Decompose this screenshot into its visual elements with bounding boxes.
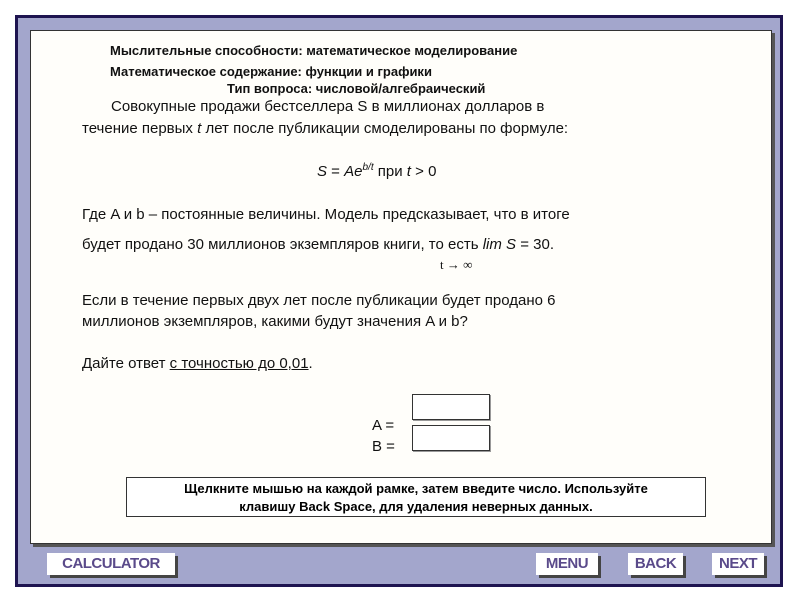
skill-header: Мыслительные способности: математическое моделирование [110, 43, 518, 58]
content-header: Математическое содержание: функции и графики [110, 64, 432, 79]
problem-text: течение первых t лет после публикации смоделированы по формуле: [82, 120, 569, 137]
answer-a-input[interactable] [412, 394, 490, 420]
problem-text: Совокупные продажи бестселлера S в миллионах долларов в [111, 98, 545, 115]
limit-subscript: t → ∞ [440, 257, 473, 272]
problem-text: Где A и b – постоянные величины. Модель предсказывает, что в итоге [82, 206, 570, 223]
note-line: Щелкните мышью на каждой рамке, затем введите число. Используйте [184, 481, 648, 496]
answer-b-input[interactable] [412, 425, 490, 451]
answer-b-label: B = [372, 438, 395, 455]
problem-text: Если в течение первых двух лет после публикации будет продано 6 [82, 292, 556, 309]
next-button[interactable]: NEXT [712, 553, 764, 575]
precision-text: Дайте ответ с точностью до 0,01. [82, 355, 313, 372]
answer-a-label: A = [372, 417, 395, 434]
question-type-header: Тип вопроса: числовой/алгебраический [227, 81, 486, 96]
menu-button[interactable]: MENU [536, 553, 598, 575]
problem-text: миллионов экземпляров, какими будут значения A и b? [82, 313, 468, 330]
problem-text: будет продано 30 миллионов экземпляров книги, то есть lim S = 30. [82, 236, 554, 253]
instructions-note [126, 477, 706, 517]
back-button[interactable]: BACK [628, 553, 683, 575]
note-line: клавишу Back Space, для удаления неверных данных. [239, 499, 593, 514]
formula: $S = Ae^{b/t}$ при t > 0 [317, 162, 437, 180]
precision-link[interactable]: с точностью до 0,01 [169, 355, 309, 372]
calculator-button[interactable]: CALCULATOR [47, 553, 175, 575]
